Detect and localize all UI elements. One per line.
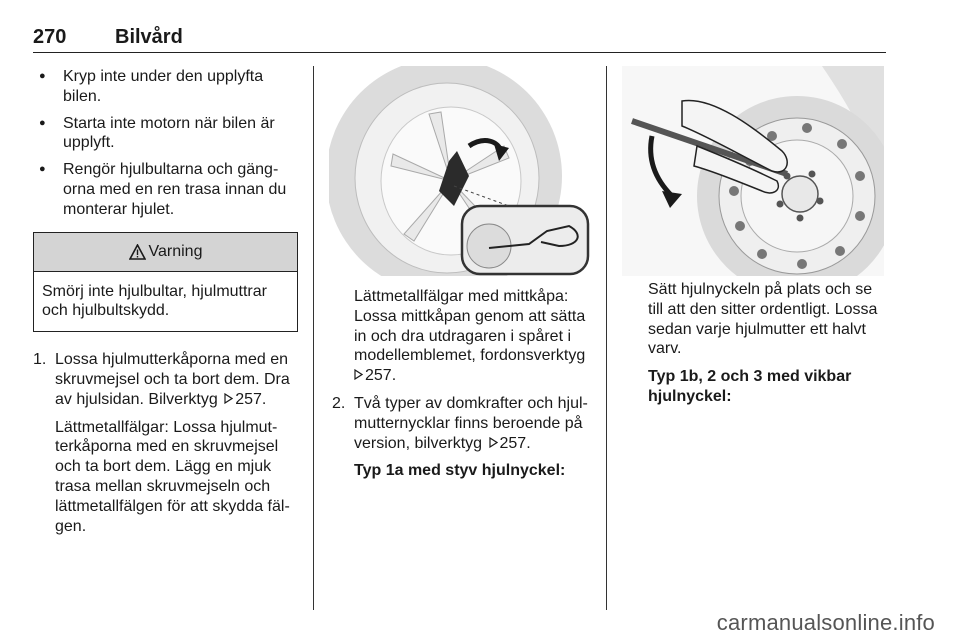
page-number: 270 — [33, 26, 67, 48]
column-2 — [332, 287, 594, 481]
step-text: Lossa hjulmutterkåporna med en skruvmejsel och ta bort dem. Dra av hjulsidan. Bilverktyg — [55, 351, 290, 408]
step-subtext: Lättmetallfälgar: Lossa hjulmutterkåporna med en skruvmejsel och ta bort dem. Lägg en mjuk trasa mellan skruvmejseln och lättmetallfälgen för att skydda fälgen. — [55, 418, 290, 535]
warning-text: Smörj inte hjulbultar, hjulmuttrar och hjulbultskydd. — [42, 282, 267, 320]
list-item: ● Kryp inte under den upplyfta bilen. — [33, 67, 298, 107]
alloy-wheel-illustration — [329, 66, 591, 276]
column-1 — [33, 67, 298, 536]
step-number: 2. — [332, 394, 346, 412]
step-item — [332, 394, 594, 481]
page-reference-icon — [354, 369, 363, 380]
watermark-logo: carmanualsonline.info — [716, 610, 935, 635]
warning-triangle-icon — [129, 244, 146, 260]
list-item: ● Rengör hjulbultarna och gängorna med en ren trasa innan du monterar hjulet. — [33, 160, 298, 219]
list-item: ● Starta inte motorn när bilen är upplyft. — [33, 114, 298, 154]
type-heading: Typ 1b, 2 och 3 med vikbar hjulnyckel: — [648, 368, 852, 405]
image-caption: Lättmetallfälgar med mittkåpa: Lossa mittkåpan genom att sätta in och dra utdragaren i spåret i modellemblemet, fordonsverktyg — [354, 288, 586, 365]
bullet-list — [33, 67, 298, 220]
column-divider-2 — [606, 66, 607, 610]
warning-box — [33, 232, 298, 333]
warning-header — [34, 233, 297, 272]
chapter-title: Bilvård — [115, 26, 183, 48]
page-ref[interactable]: 257. — [365, 367, 397, 385]
instruction-text: Sätt hjulnyckeln på plats och se till att den sitter ordentligt. Lossa sedan varje hjulmutter ett halvt varv. — [648, 281, 878, 358]
column-divider-1 — [313, 66, 314, 610]
step-text: Två typer av domkrafter och hjulmutternycklar finns beroende på version, bilverktyg — [354, 394, 588, 452]
step-item — [33, 350, 298, 536]
page-header — [33, 26, 886, 53]
step-list — [33, 350, 298, 536]
page-ref[interactable]: 257. — [499, 434, 531, 452]
page-ref[interactable]: 257. — [235, 390, 267, 408]
step-list — [332, 394, 594, 481]
page-reference-icon — [224, 393, 233, 404]
page-reference-icon — [489, 437, 498, 448]
step-number: 1. — [33, 351, 47, 369]
wheel-wrench-illustration — [622, 66, 884, 276]
type-heading: Typ 1a med styv hjulnyckel: — [354, 462, 566, 480]
column-3 — [648, 280, 890, 407]
warning-title: Varning — [148, 242, 203, 260]
